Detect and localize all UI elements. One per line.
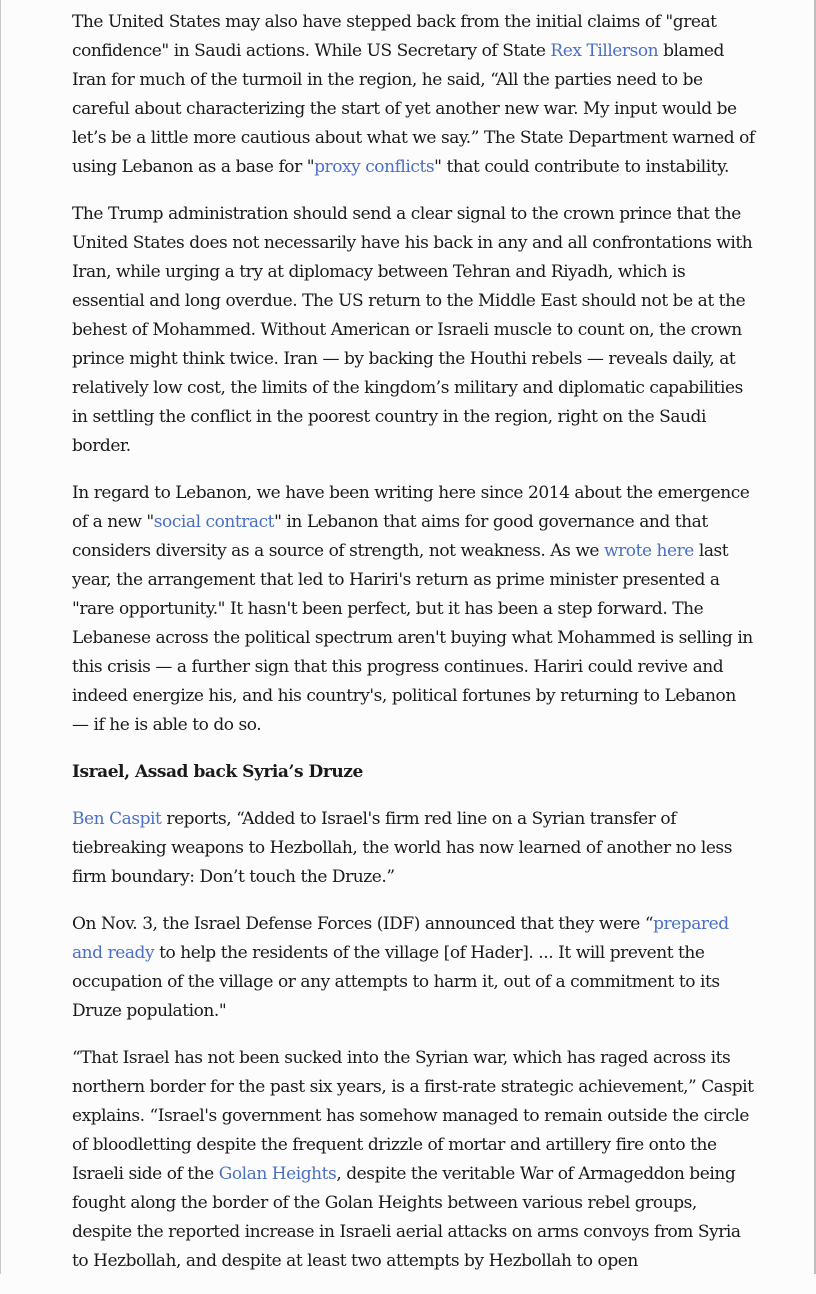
- text-segment: blamed Iran for much of the turmoil in the region, he said, “All the parties need to be careful about characterizing the start of yet another new war. My input would be let’s be a little more cautious about what we say.” The State Department warned of using Lebanon as a base for ": [72, 41, 755, 177]
- paragraph-trump-administration: [72, 200, 756, 461]
- text-segment: , despite the veritable War of Armageddon being fought along the border of the Golan Heights between various rebel groups, despite the reported increase in Israeli aerial attacks on arms convoys from Syria to Hezbollah, and despite at least two attempts by Hezbollah to open: [72, 1164, 741, 1271]
- text-segment: The United States may also have stepped back from the initial claims of "great confidence" in Saudi actions. While US Secretary of State: [72, 12, 717, 61]
- paragraph-caspit-explains: [72, 1044, 756, 1276]
- section-heading: Israel, Assad back Syria’s Druze: [72, 762, 363, 782]
- link-ben-caspit[interactable]: Ben Caspit: [72, 809, 162, 829]
- text-segment: “That Israel has not been sucked into the Syrian war, which has raged across its northern border for the past six years, is a first-rate strategic achievement,” Caspit explains. “Israel's government has somehow managed to remain outside the circle of bloodletting despite the frequent drizzle of mortar and artillery fire onto the Israeli side of the: [72, 1048, 754, 1184]
- link-golan-heights[interactable]: Golan Heights: [218, 1164, 337, 1184]
- text-segment: " in Lebanon that aims for good governance and that considers diversity as a source of strength, not weakness. As we: [72, 512, 708, 561]
- text-segment: last year, the arrangement that led to Hariri's return as prime minister presented a "rare opportunity." It hasn't been perfect, but it has been a step forward. The Lebanese across the political spectrum aren't buying what Mohammed is selling in this crisis — a further sign that this progress continues. Hariri could revive and indeed energize his, and his country's, political fortunes by returning to Lebanon — if he is able to do so.: [72, 541, 753, 735]
- page-left-border: [0, 0, 1, 1274]
- text-segment: In regard to Lebanon, we have been writing here since 2014 about the emergence of a new ": [72, 483, 750, 532]
- text-segment: to help the residents of the village [of Hader]. ... It will prevent the occupation of the village or any attempts to harm it, out of a commitment to its Druze population.": [72, 943, 720, 1021]
- article-body: [72, 8, 756, 1294]
- text-segment: " that could contribute to instability.: [434, 157, 729, 177]
- paragraph-idf-announcement: [72, 910, 756, 1026]
- link-prepared-and-ready[interactable]: prepared and ready: [72, 914, 729, 963]
- text-segment: The Trump administration should send a clear signal to the crown prince that the United States does not necessarily have his back in any and all confrontations with Iran, while urging a try at diplomacy between Tehran and Riyadh, which is essential and long overdue. The US return to the Middle East should not be at the behest of Mohammed. Without American or Israeli muscle to count on, the crown prince might think twice. Iran — by backing the Houthi rebels — reveals daily, at relatively low cost, the limits of the kingdom’s military and diplomatic capabilities in settling the conflict in the poorest country in the region, right on the Saudi border.: [72, 204, 753, 456]
- link-rex-tillerson[interactable]: Rex Tillerson: [550, 41, 659, 61]
- link-proxy-conflicts[interactable]: proxy conflicts: [314, 157, 435, 177]
- link-social-contract[interactable]: social contract: [153, 512, 275, 532]
- link-wrote-here[interactable]: wrote here: [604, 541, 694, 561]
- text-segment: On Nov. 3, the Israel Defense Forces (IDF) announced that they were “: [72, 914, 654, 934]
- paragraph-caspit-reports: [72, 805, 756, 892]
- paragraph-lebanon: [72, 479, 756, 740]
- paragraph-tillerson: [72, 8, 756, 182]
- text-segment: reports, “Added to Israel's firm red line on a Syrian transfer of tiebreaking weapons to Hezbollah, the world has now learned of another no less firm boundary: Don’t touch the Druze.”: [72, 809, 732, 887]
